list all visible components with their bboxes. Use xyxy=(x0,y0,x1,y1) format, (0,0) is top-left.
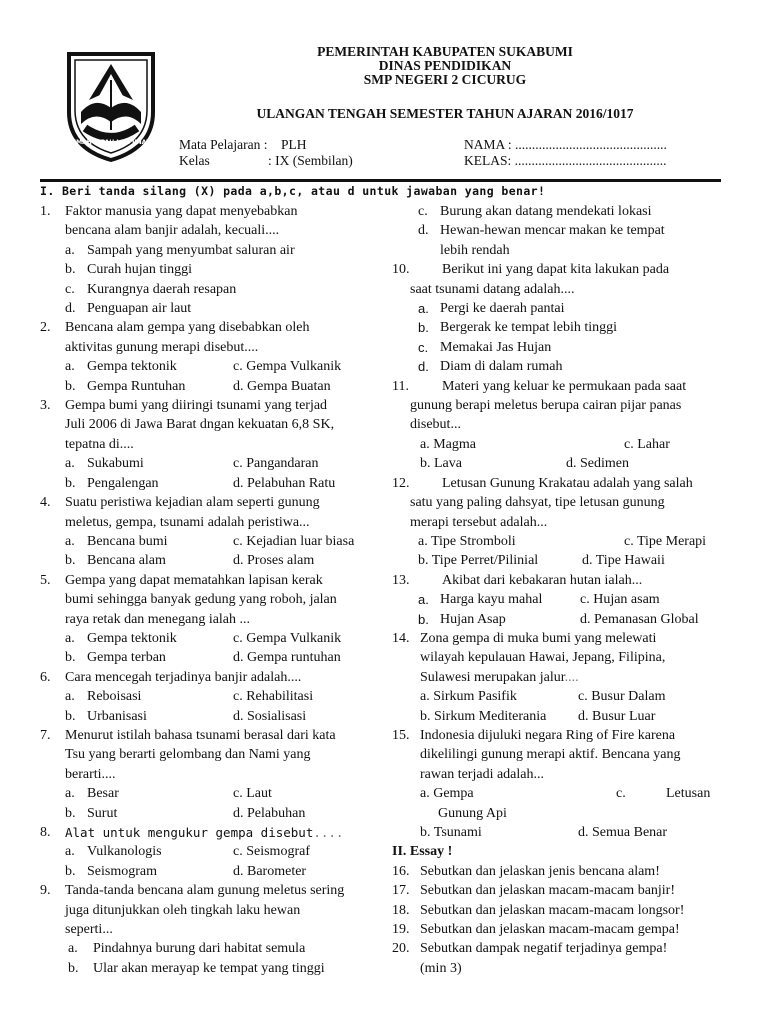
question-9: 9. Tanda-tanda bencana alam gunung meletus sering xyxy=(40,883,345,899)
question-2-cont: aktivitas gunung merapi disebut.... xyxy=(65,339,259,355)
q2-options-ac[interactable]: a. Gempa tektonik c. Gempa Vulkanik xyxy=(65,359,342,375)
question-14-cont: wilayah kepulauan Hawai, Jepang, Filipina, xyxy=(420,650,666,666)
question-3-cont2: tepatna di.... xyxy=(65,436,134,452)
q13-options-ac[interactable]: a. Harga kayu mahal c. Hujan asam xyxy=(418,592,660,608)
q9-option-c[interactable]: c. Burung akan datang mendekati lokasi xyxy=(418,204,652,219)
q6-options-bd[interactable]: b. Urbanisasi d. Sosialisasi xyxy=(65,708,307,724)
q6-options-ac[interactable]: a. Reboisasi c. Rehabilitasi xyxy=(65,689,314,705)
q15-options-ac[interactable]: a. Gempa c. Letusan xyxy=(420,786,711,802)
q1-option-b[interactable]: b. Curah hujan tinggi xyxy=(65,262,192,278)
section-2-heading: II. Essay ! xyxy=(392,844,453,860)
question-4-cont: meletus, gempa, tsunami adalah peristiwa... xyxy=(65,514,310,530)
q14-options-bd[interactable]: b. Sirkum Mediterania d. Busur Luar xyxy=(420,708,656,724)
question-1-cont: bencana alam banjir adalah, kecuali.... xyxy=(65,223,280,239)
q7-options-ac[interactable]: a. Besar c. Laut xyxy=(65,786,272,802)
essay-19: 19. Sebutkan dan jelaskan macam-macam gempa! xyxy=(392,922,680,938)
question-3-cont: Juli 2006 di Jawa Barat dngan kekuatan 6,8 SK, xyxy=(65,417,335,433)
q12-options-ac[interactable]: a. Tipe Stromboli c. Tipe Merapi xyxy=(418,533,707,549)
q4-options-bd[interactable]: b. Bencana alam d. Proses alam xyxy=(65,553,315,569)
subject-value: PLH xyxy=(281,137,307,152)
q10-option-b[interactable]: b. Bergerak ke tempat lebih tinggi xyxy=(418,320,618,336)
question-15-cont2: rawan terjadi adalah... xyxy=(420,766,544,782)
q4-options-ac[interactable]: a. Bencana bumi c. Kejadian luar biasa xyxy=(65,533,355,549)
q12-options-bd[interactable]: b. Tipe Perret/Pilinial d. Tipe Hawaii xyxy=(418,553,665,569)
header-government: PEMERINTAH KABUPATEN SUKABUMI xyxy=(317,44,573,59)
essay-20: 20. Sebutkan dampak negatif terjadinya gempa! xyxy=(392,941,668,957)
question-10: 10. Berikut ini yang dapat kita lakukan pada xyxy=(392,262,670,278)
logo-motto: GEMAH RIPAH LOH JINAWI xyxy=(67,139,155,146)
class-label: Kelas xyxy=(179,153,210,168)
question-15: 15. Indonesia dijuluki negara Ring of Fire karena xyxy=(392,727,676,743)
question-2: 2. Bencana alam gempa yang disebabkan oleh xyxy=(40,320,310,336)
q9-option-d[interactable]: d. Hewan-hewan mencar makan ke tempat xyxy=(418,223,665,239)
essay-16: 16. Sebutkan dan jelaskan jenis bencana alam! xyxy=(392,863,660,879)
essay-17: 17. Sebutkan dan jelaskan macam-macam banjir! xyxy=(392,883,676,899)
q1-option-c[interactable]: c. Kurangnya daerah resapan xyxy=(65,281,237,297)
question-5-cont2: raya retak dan menegang ialah ... xyxy=(65,611,251,627)
q9-option-d-cont: lebih rendah xyxy=(440,242,510,258)
q10-option-a[interactable]: a. Pergi ke daerah pantai xyxy=(418,301,565,317)
question-11: 11. Materi yang keluar ke permukaan pada saat xyxy=(392,378,687,394)
header-divider xyxy=(40,179,721,182)
q13-options-bd[interactable]: b. Hujan Asap d. Pemanasan Global xyxy=(418,611,699,627)
q7-options-bd[interactable]: b. Surut d. Pelabuhan xyxy=(65,805,306,821)
subject-label: Mata Pelajaran : xyxy=(179,137,268,152)
q14-options-ac[interactable]: a. Sirkum Pasifik c. Busur Dalam xyxy=(420,689,666,705)
q2-options-bd[interactable]: b. Gempa Runtuhan d. Gempa Buatan xyxy=(65,378,331,394)
question-15-cont: dikelilingi gunung merapi aktif. Bencana yang xyxy=(420,747,681,763)
class-value: : IX (Sembilan) xyxy=(268,153,353,168)
question-5: 5. Gempa yang dapat mematahkan lapisan kerak xyxy=(40,572,323,588)
q10-option-c[interactable]: c. Memakai Jas Hujan xyxy=(418,339,552,355)
name-field: NAMA : ............................................. xyxy=(464,137,667,152)
question-14-cont2: Sulawesi merupakan jalur.... xyxy=(420,669,579,685)
question-7: 7. Menurut istilah bahasa tsunami berasal dari kata xyxy=(40,727,336,743)
q3-options-bd[interactable]: b. Pengalengan d. Pelabuhan Ratu xyxy=(65,475,336,491)
q1-option-d[interactable]: d. Penguapan air laut xyxy=(65,301,192,317)
question-7-cont: Tsu yang berarti gelombang dan Nami yang xyxy=(65,747,311,763)
q11-options-bd[interactable]: b. Lava d. Sedimen xyxy=(420,456,629,472)
essay-18: 18. Sebutkan dan jelaskan macam-macam longsor! xyxy=(392,902,685,918)
q3-options-ac[interactable]: a. Sukabumi c. Pangandaran xyxy=(65,456,319,472)
question-10-cont: saat tsunami datang adalah.... xyxy=(410,281,575,297)
exam-title: ULANGAN TENGAH SEMESTER TAHUN AJARAN 2016/1017 xyxy=(256,106,634,121)
question-5-cont: bumi sehingga banyak gedung yang roboh, jalan xyxy=(65,592,337,608)
section-1-instruction: I. Beri tanda silang (X) pada a,b,c, atau d untuk jawaban yang benar! xyxy=(40,184,546,198)
q8-options-bd[interactable]: b. Seismogram d. Barometer xyxy=(65,863,307,879)
question-13: 13. Akibat dari kebakaran hutan ialah... xyxy=(392,572,643,588)
question-7-cont2: berarti.... xyxy=(65,766,116,782)
q11-options-ac[interactable]: a. Magma c. Lahar xyxy=(420,436,670,452)
header-department: DINAS PENDIDIKAN xyxy=(378,58,512,73)
q1-option-a[interactable]: a. Sampah yang menyumbat saluran air xyxy=(65,242,295,258)
question-12-cont: satu yang paling dahsyat, tipe letusan gunung xyxy=(410,495,665,511)
question-12-cont2: merapi tersebut adalah... xyxy=(410,514,548,530)
q5-options-ac[interactable]: a. Gempa tektonik c. Gempa Vulkanik xyxy=(65,630,342,646)
question-12: 12. Letusan Gunung Krakatau adalah yang salah xyxy=(392,475,693,491)
q9-option-a[interactable]: a. Pindahnya burung dari habitat semula xyxy=(68,941,306,957)
right-column xyxy=(392,202,728,978)
essay-20-cont: (min 3) xyxy=(420,960,462,976)
question-4: 4. Suatu peristiwa kejadian alam seperti gunung xyxy=(40,495,320,511)
school-emblem-logo xyxy=(65,50,157,162)
q8-options-ac[interactable]: a. Vulkanologis c. Seismograf xyxy=(65,844,310,860)
q15-options-bd[interactable]: b. Tsunami d. Semua Benar xyxy=(420,825,668,840)
question-14: 14. Zona gempa di muka bumi yang melewati xyxy=(392,630,657,646)
question-3: 3. Gempa bumi yang diiringi tsunami yang terjad xyxy=(40,398,328,414)
q9-option-b[interactable]: b. Ular akan merayap ke tempat yang tinggi xyxy=(68,960,325,976)
question-6: 6. Cara mencegah terjadinya banjir adalah.... xyxy=(40,669,302,685)
q5-options-bd[interactable]: b. Gempa terban d. Gempa runtuhan xyxy=(65,650,341,666)
left-column xyxy=(40,202,370,978)
question-9-cont2: seperti... xyxy=(65,922,113,938)
header-school: SMP NEGERI 2 CICURUG xyxy=(363,72,527,87)
question-9-cont: juga ditunjukkan oleh tingkah laku hewan xyxy=(65,902,301,918)
q10-option-d[interactable]: d. Diam di dalam rumah xyxy=(418,359,563,375)
question-11-cont2: disebut... xyxy=(410,417,461,433)
kelas-field: KELAS: ............................................. xyxy=(464,153,667,168)
question-1: 1. Faktor manusia yang dapat menyebabkan xyxy=(40,204,298,219)
q15-option-a-cont: Gunung Api xyxy=(438,805,507,821)
question-8: 8. Alat untuk mengukur gempa disebut .... xyxy=(40,825,344,840)
question-11-cont: gunung berapi meletus berupa cairan pijar panas xyxy=(410,398,682,414)
